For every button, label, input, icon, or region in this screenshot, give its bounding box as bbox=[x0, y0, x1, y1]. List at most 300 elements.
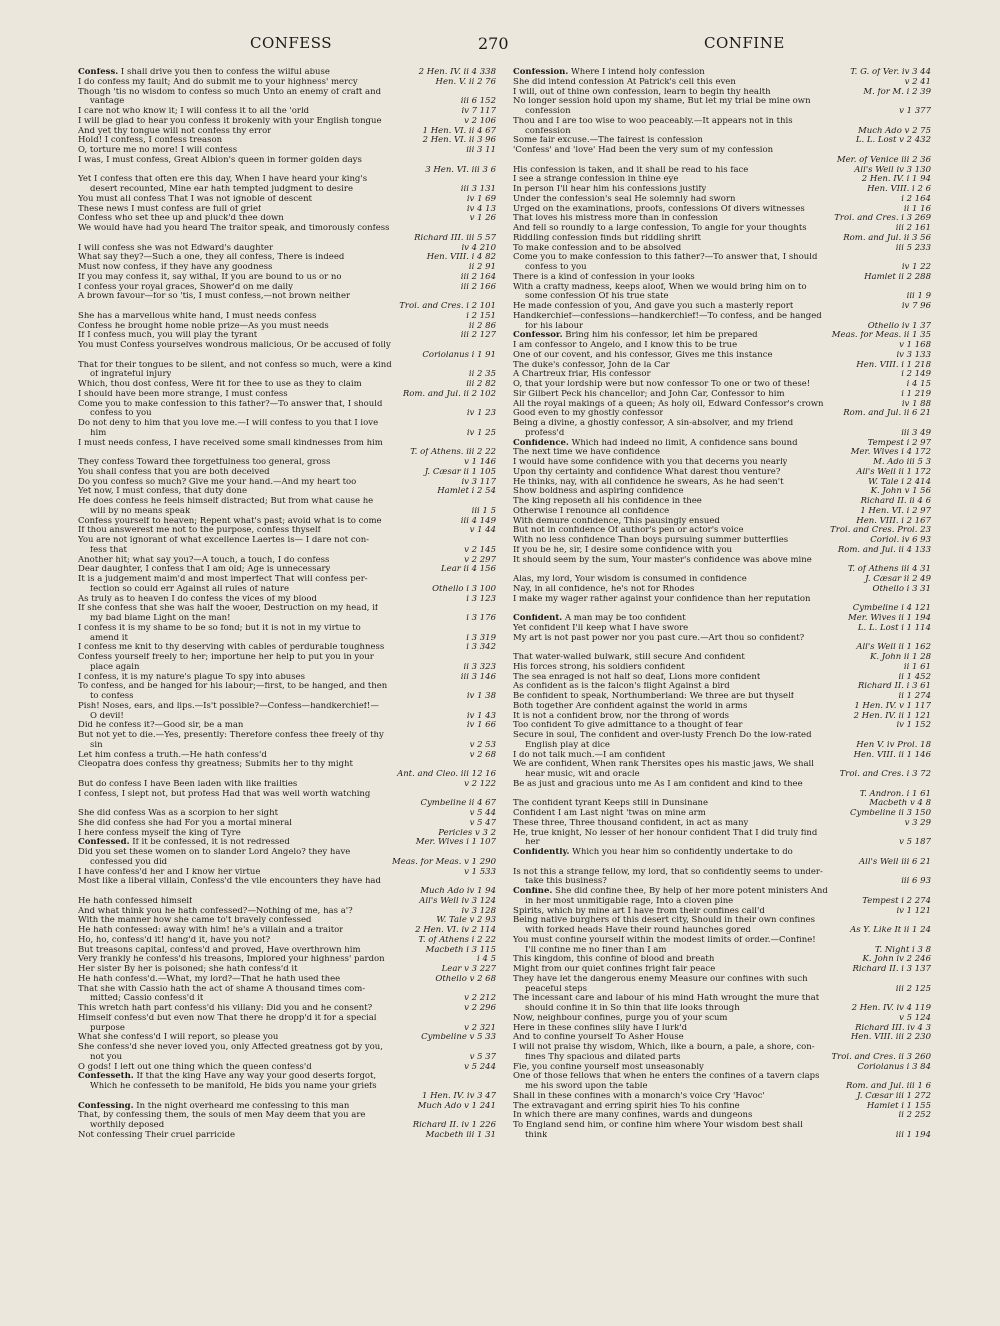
concordance-line bbox=[78, 536, 496, 546]
quotation-text: O, that your lordship were but now confessor To one or two of these! bbox=[513, 380, 811, 389]
quotation-text: The incessant care and labour of his mind Hath wrought the mure that bbox=[513, 994, 820, 1004]
quotation-text: To confess, and be hanged for his labour;—first, to be hanged, and then bbox=[78, 682, 388, 692]
play-reference: v 2 145 bbox=[460, 546, 496, 556]
quotation-text: A brown favour—for so 'tis, I must confess,—not brown neither bbox=[78, 292, 351, 302]
concordance-line bbox=[78, 907, 496, 917]
quotation-text: Must now confess, if they have any goodness bbox=[78, 263, 273, 272]
concordance-line bbox=[78, 916, 496, 926]
play-reference: Cymbeline ii 4 67 bbox=[416, 799, 496, 809]
quotation-text: Alas, my lord, Your wisdom is consumed in confidence bbox=[513, 575, 747, 584]
play-reference: i 2 149 bbox=[897, 370, 931, 380]
concordance-line bbox=[78, 1004, 496, 1014]
quotation-text: Riddling confession finds but riddling shrift bbox=[513, 233, 701, 243]
concordance-line bbox=[513, 682, 931, 692]
concordance-line bbox=[513, 312, 931, 322]
quotation-text: But not yet to die.—Yes, presently: Therefore confess thee freely of thy bbox=[78, 731, 384, 740]
line-text bbox=[90, 1082, 377, 1092]
play-reference: i 3 123 bbox=[462, 595, 496, 605]
line-text bbox=[513, 799, 708, 809]
line-text bbox=[513, 234, 701, 244]
line-text bbox=[90, 185, 353, 195]
play-reference: 1 Hen. IV. iv 3 47 bbox=[418, 1092, 496, 1102]
quotation-text: will by no means speak bbox=[90, 506, 191, 516]
quotation-text: Fie, you confine yourself most unseasonably bbox=[513, 1062, 704, 1072]
line-text bbox=[513, 994, 819, 1004]
concordance-line bbox=[78, 1043, 496, 1053]
play-reference: ii 2 35 bbox=[465, 370, 496, 380]
concordance-line bbox=[78, 819, 496, 829]
line-text bbox=[513, 819, 748, 829]
line-text bbox=[513, 585, 694, 595]
play-reference: Troi. and Cres. i 2 101 bbox=[395, 302, 496, 312]
concordance-line bbox=[513, 673, 931, 683]
quotation-text: Be confident to speak, Northumberland: We three are but thyself bbox=[513, 692, 794, 701]
play-reference: 1 Hen. VI. i 2 97 bbox=[856, 507, 931, 517]
quotation-text: He made confession of you, And gave you such a masterly report bbox=[513, 302, 794, 311]
quotation-text: Cleopatra does confess thy greatness; Submits her to thy might bbox=[78, 760, 353, 770]
play-reference: v 5 37 bbox=[466, 1053, 496, 1063]
quotation-text: If she confess that she was half the wooer, Destruction on my head, if bbox=[78, 604, 379, 614]
quotation-text: And yet thy tongue will not confess thy error bbox=[78, 126, 272, 136]
concordance-line bbox=[513, 400, 931, 410]
concordance-line bbox=[78, 858, 496, 868]
quotation-text: confession bbox=[525, 126, 571, 136]
concordance-line bbox=[513, 507, 931, 517]
concordance-line bbox=[78, 1111, 496, 1121]
play-reference: W. Tale i 2 414 bbox=[864, 478, 931, 488]
quotation-text: They confess Toward thee forgetfulness too general, gross bbox=[78, 458, 331, 467]
play-reference: ii 2 86 bbox=[465, 322, 496, 332]
play-reference: iii 2 166 bbox=[457, 283, 496, 293]
play-reference: Troi. and Cres. i 3 72 bbox=[836, 770, 931, 780]
header-left-guideword: CONFESS bbox=[250, 34, 333, 52]
concordance-line bbox=[78, 361, 496, 371]
quotation-text: I confess, it is my nature's plague To spy into abuses bbox=[78, 672, 306, 682]
line-text bbox=[78, 868, 260, 878]
line-text bbox=[513, 809, 706, 819]
play-reference: T. G. of Ver. iv 3 44 bbox=[846, 68, 931, 78]
play-reference: Hen. VIII. i 2 167 bbox=[852, 517, 931, 527]
play-reference: iv 1 152 bbox=[892, 721, 931, 731]
quotation-text: Nay, in all confidence, he's not for Rhodes bbox=[513, 584, 695, 594]
quotation-text: with forked heads Have their round haunches gored bbox=[525, 926, 751, 935]
line-text bbox=[513, 68, 705, 78]
concordance-line bbox=[78, 809, 496, 819]
concordance-line bbox=[513, 770, 931, 780]
concordance-line bbox=[513, 517, 931, 527]
quotation-text: With the manner how she came to't bravely confessed bbox=[78, 916, 312, 926]
concordance-line bbox=[78, 1092, 496, 1102]
line-text bbox=[513, 848, 793, 858]
quotation-text: Handkerchief—confessions—handkerchief!—To confess, and be hanged bbox=[513, 311, 822, 321]
play-reference: Othello iv 1 37 bbox=[864, 322, 931, 332]
line-text bbox=[513, 439, 798, 449]
concordance-line bbox=[513, 263, 931, 273]
play-reference: v 5 244 bbox=[460, 1063, 496, 1073]
quotation-text: Here in these confines slily have I lurk'd bbox=[513, 1023, 688, 1033]
play-reference: v 5 44 bbox=[466, 809, 496, 819]
line-text bbox=[525, 1082, 648, 1092]
line-text bbox=[90, 1121, 164, 1131]
concordance-line bbox=[78, 234, 496, 244]
concordance-line bbox=[513, 946, 931, 956]
entry-headword: Confesseth. bbox=[78, 1072, 134, 1082]
concordance-line bbox=[513, 838, 931, 848]
quotation-text: That she with Cassio hath the act of shame A thousand times com- bbox=[78, 984, 366, 994]
quotation-text: Might from our quiet confines fright fair peace bbox=[513, 965, 716, 974]
line-text bbox=[78, 1111, 365, 1121]
play-reference: iii 6 152 bbox=[457, 97, 496, 107]
play-reference: i 2 164 bbox=[897, 195, 931, 205]
concordance-line bbox=[78, 322, 496, 332]
concordance-line bbox=[78, 253, 496, 263]
concordance-line bbox=[78, 565, 496, 575]
concordance-line bbox=[78, 663, 496, 673]
quotation-text: Urged on the examinations, proofs, confessions Of divers witnesses bbox=[513, 204, 805, 214]
play-reference: Coriolanus i 1 91 bbox=[418, 351, 496, 361]
concordance-line bbox=[78, 517, 496, 527]
line-text bbox=[513, 1072, 819, 1082]
line-text bbox=[525, 897, 733, 907]
play-reference: Hen V. iv Prol. 18 bbox=[852, 741, 931, 751]
play-reference: K. John ii 1 28 bbox=[866, 653, 931, 663]
line-text bbox=[513, 448, 660, 458]
concordance-line bbox=[513, 565, 931, 575]
line-text bbox=[78, 175, 367, 185]
line-text bbox=[513, 1063, 704, 1073]
line-text bbox=[78, 419, 378, 429]
play-reference: L. L. Lost v 2 432 bbox=[852, 136, 931, 146]
quotation-text: fines Thy spacious and dilated parts bbox=[525, 1052, 681, 1062]
line-text bbox=[78, 458, 330, 468]
play-reference: 2 Hen. IV. ii 1 121 bbox=[850, 712, 931, 722]
concordance-line bbox=[78, 1024, 496, 1034]
play-reference: v 3 29 bbox=[901, 819, 931, 829]
concordance-line bbox=[513, 692, 931, 702]
concordance-line bbox=[513, 916, 931, 926]
quotation-text: Most like a liberal villain, Confess'd the vile encounters they have had bbox=[78, 877, 381, 887]
line-text bbox=[513, 497, 702, 507]
concordance-line bbox=[78, 429, 496, 439]
play-reference: K. John v 1 56 bbox=[867, 487, 931, 497]
play-reference: ii 3 323 bbox=[460, 663, 496, 673]
concordance-line bbox=[78, 146, 496, 156]
concordance-line bbox=[78, 556, 496, 566]
quotation-text: To make confession and to be absolved bbox=[513, 243, 682, 253]
play-reference: Hen. VIII. iii 2 230 bbox=[847, 1033, 931, 1043]
quotation-text: There is a kind of confession in your looks bbox=[513, 272, 695, 282]
play-reference: iv 4 13 bbox=[463, 205, 496, 215]
quotation-text: profess'd bbox=[525, 428, 565, 438]
play-reference: 2 Hen. VI. ii 3 96 bbox=[419, 136, 496, 146]
play-reference: 3 Hen. VI. iii 3 6 bbox=[421, 166, 496, 176]
concordance-line bbox=[513, 546, 931, 556]
line-text bbox=[78, 253, 344, 263]
play-reference: v 2 122 bbox=[460, 780, 496, 790]
play-reference: v 5 187 bbox=[895, 838, 931, 848]
quotation-text: purpose bbox=[90, 1023, 125, 1033]
concordance-line bbox=[513, 185, 931, 195]
play-reference: iii 2 164 bbox=[457, 273, 496, 283]
concordance-line bbox=[513, 643, 931, 653]
line-text bbox=[525, 1131, 547, 1141]
concordance-line bbox=[513, 409, 931, 419]
play-reference: iii 1 194 bbox=[892, 1131, 931, 1141]
quotation-text: As truly as to heaven I do confess the vices of my blood bbox=[78, 594, 317, 604]
line-text bbox=[78, 985, 365, 995]
quotation-text: Confess yourself to heaven; Repent what's past; avoid what is to come bbox=[78, 516, 382, 526]
quotation-text: If thou answerest me not to the purpose, confess thyself bbox=[78, 526, 321, 536]
play-reference: Tempest i 2 274 bbox=[858, 897, 931, 907]
play-reference: i 3 176 bbox=[462, 614, 496, 624]
concordance-line bbox=[78, 653, 496, 663]
quotation-text: Some fair excuse.—The fairest is confession bbox=[513, 136, 703, 146]
line-text bbox=[513, 634, 804, 644]
line-text bbox=[78, 682, 387, 692]
quotation-text: her bbox=[525, 838, 540, 848]
play-reference: ii 1 452 bbox=[895, 673, 931, 683]
concordance-line bbox=[78, 575, 496, 585]
play-reference: i 3 319 bbox=[462, 634, 496, 644]
line-text bbox=[513, 88, 771, 98]
concordance-line bbox=[513, 458, 931, 468]
concordance-line bbox=[78, 975, 496, 985]
concordance-line bbox=[78, 1053, 496, 1063]
line-text bbox=[513, 1014, 727, 1024]
concordance-line bbox=[78, 595, 496, 605]
concordance-line bbox=[78, 692, 496, 702]
quotation-text: She confess'd she never loved you, only Affected greatness got by you, bbox=[78, 1043, 383, 1052]
line-text bbox=[78, 107, 309, 117]
line-text bbox=[78, 965, 298, 975]
quotation-text: peaceful steps bbox=[525, 984, 587, 994]
quotation-text: Too confident To give admittance to a thought of fear bbox=[513, 721, 743, 731]
quotation-text: He thinks, nay, with all confidence he swears, As he had seen't bbox=[513, 477, 784, 487]
concordance-line bbox=[513, 156, 931, 166]
concordance-line bbox=[78, 78, 496, 88]
play-reference: v 1 533 bbox=[460, 868, 496, 878]
concordance-line bbox=[78, 487, 496, 497]
concordance-line bbox=[513, 848, 931, 858]
line-text bbox=[90, 370, 171, 380]
line-text bbox=[525, 877, 607, 887]
play-reference: Mer. of Venice iii 2 36 bbox=[833, 156, 931, 166]
line-text bbox=[78, 331, 257, 341]
quotation-text: If I confess much, you will play the tyrant bbox=[78, 331, 258, 341]
concordance-line bbox=[78, 468, 496, 478]
quotation-text: I make my wager rather against your confidence than her reputation bbox=[513, 594, 811, 604]
quotation-text: If that the king Have any way your good deserts forgot, bbox=[136, 1072, 377, 1082]
quotation-text: Dear daughter, I confess that I am old; Age is unnecessary bbox=[78, 565, 331, 575]
line-text bbox=[513, 341, 737, 351]
quotation-text: He hath confessed: away with him! he's a villain and a traitor bbox=[78, 926, 344, 935]
play-reference: iv 1 69 bbox=[463, 195, 496, 205]
play-reference: i 4 15 bbox=[903, 380, 931, 390]
quotation-text: Which he confesseth to be manifold, He bids you name your griefs bbox=[90, 1082, 377, 1091]
quotation-text: She has a marvellous white hand, I must needs confess bbox=[78, 311, 317, 321]
concordance-line bbox=[78, 351, 496, 361]
quotation-text: hear music, wit and oracle bbox=[525, 770, 640, 779]
quotation-text: English play at dice bbox=[525, 740, 610, 750]
concordance-line bbox=[78, 107, 496, 117]
play-reference: Richard III. iii 5 57 bbox=[410, 234, 496, 244]
concordance-line bbox=[513, 799, 931, 809]
play-reference: Troi. and Cres. i 3 269 bbox=[830, 214, 931, 224]
line-text bbox=[90, 507, 190, 517]
line-text bbox=[513, 166, 748, 176]
entry-headword: Confessing. bbox=[78, 1101, 134, 1111]
line-text bbox=[513, 468, 780, 478]
line-text bbox=[513, 419, 793, 429]
line-text bbox=[513, 409, 663, 419]
line-text bbox=[78, 487, 247, 497]
line-text bbox=[78, 136, 222, 146]
concordance-line bbox=[513, 526, 931, 536]
play-reference: Much Ado v 2 75 bbox=[854, 127, 931, 137]
line-text bbox=[513, 721, 743, 731]
play-reference: iv 1 23 bbox=[463, 409, 496, 419]
line-text bbox=[78, 390, 288, 400]
quotation-text: confessed you did bbox=[90, 857, 168, 867]
quotation-text: Yet now, I must confess, that duty done bbox=[78, 487, 247, 497]
concordance-line bbox=[78, 400, 496, 410]
quotation-text: These three, Three thousand confident, in act as many bbox=[513, 818, 749, 828]
line-text bbox=[78, 731, 384, 741]
quotation-text: To England send him, or confine him where Your wisdom best shall bbox=[513, 1121, 803, 1130]
quotation-text: I am confessor to Angelo, and I know this to be true bbox=[513, 341, 738, 350]
concordance-line bbox=[513, 253, 931, 263]
concordance-line bbox=[78, 497, 496, 507]
concordance-line bbox=[78, 380, 496, 390]
line-text bbox=[525, 946, 666, 956]
line-text bbox=[513, 487, 683, 497]
play-reference: v 1 168 bbox=[895, 341, 931, 351]
quotation-text: Do you confess so much? Give me your hand.—And my heart too bbox=[78, 477, 357, 487]
concordance-line bbox=[78, 965, 496, 975]
quotation-text: Confident I am Last night 'twas on mine arm bbox=[513, 809, 706, 818]
concordance-line bbox=[513, 283, 931, 293]
concordance-line bbox=[513, 224, 931, 234]
concordance-line bbox=[78, 439, 496, 449]
concordance-line bbox=[78, 1014, 496, 1024]
quotation-text: With no less confidence Than boys pursuing summer butterflies bbox=[513, 536, 789, 545]
play-reference: Troi. and Cres. ii 3 260 bbox=[828, 1053, 932, 1063]
concordance-line bbox=[513, 653, 931, 663]
quotation-text: As confident as is the falcon's flight Against a bird bbox=[513, 682, 730, 692]
play-reference: T. of Athens iii 4 31 bbox=[844, 565, 931, 575]
concordance-line bbox=[513, 790, 931, 800]
quotation-text: mitted; Cassio confess'd it bbox=[90, 994, 204, 1004]
quotation-text: worthily deposed bbox=[90, 1121, 165, 1130]
concordance-line bbox=[513, 897, 931, 907]
quotation-text: All the royal makings of a queen; As holy oil, Edward Confessor's crown bbox=[513, 399, 824, 409]
line-text bbox=[78, 838, 290, 848]
quotation-text: Confess he brought home noble prize—As you must needs bbox=[78, 321, 329, 331]
concordance-line bbox=[513, 292, 931, 302]
concordance-line bbox=[513, 1043, 931, 1053]
quotation-text: Come you to make confession to this father?—To answer that, I should bbox=[78, 399, 383, 409]
quotation-text: I will, out of thine own confession, learn to begin thy health bbox=[513, 87, 771, 97]
quotation-text: amend it bbox=[90, 633, 128, 643]
quotation-text: That loves his mistress more than in confession bbox=[513, 214, 718, 224]
quotation-text: This wretch hath part confess'd his villany: Did you and he consent? bbox=[78, 1004, 373, 1013]
concordance-line bbox=[513, 244, 931, 254]
concordance-line bbox=[78, 448, 496, 458]
play-reference: Richard II. iv 1 226 bbox=[409, 1121, 496, 1131]
concordance-line bbox=[78, 68, 496, 78]
quotation-text: Secure in soul, The confident and over-lusty French Do the low-rated bbox=[513, 731, 812, 740]
quotation-text: Is not this a strange fellow, my lord, that so confidently seems to under- bbox=[513, 867, 823, 877]
quotation-text: confess to you bbox=[90, 409, 152, 419]
play-reference: iv 1 88 bbox=[898, 400, 931, 410]
play-reference: 2 Hen. IV. i 1 94 bbox=[858, 175, 931, 185]
play-reference: Hen. VIII. i 2 6 bbox=[863, 185, 931, 195]
quotation-text: Another hit; what say you?—A touch, a touch, I do confess bbox=[78, 555, 330, 565]
line-text bbox=[90, 994, 203, 1004]
concordance-line bbox=[78, 478, 496, 488]
play-reference: Hamlet i 1 155 bbox=[863, 1102, 931, 1112]
concordance-line bbox=[513, 1063, 931, 1073]
concordance-line bbox=[78, 936, 496, 946]
play-reference: All's Well iii 6 21 bbox=[855, 858, 931, 868]
entry-headword: Confidence. bbox=[513, 438, 569, 448]
quotation-text: But not in confidence Of author's pen or actor's voice bbox=[513, 526, 744, 536]
concordance-line bbox=[513, 760, 931, 770]
concordance-line bbox=[78, 263, 496, 273]
line-text bbox=[78, 468, 270, 478]
quotation-text: I must needs confess, I have received some small kindnesses from him bbox=[78, 438, 383, 448]
quotation-text: These news I must confess are full of grief bbox=[78, 204, 262, 214]
quotation-text: The duke's confessor, John de la Car bbox=[513, 360, 670, 370]
line-text bbox=[78, 907, 353, 917]
play-reference: Cymbeline i 4 121 bbox=[849, 604, 931, 614]
play-reference: v 5 124 bbox=[895, 1014, 931, 1024]
play-reference: iv 1 38 bbox=[463, 692, 496, 702]
quotation-text: Which had indeed no limit, A confidence sans bound bbox=[571, 438, 798, 448]
concordance-line bbox=[78, 127, 496, 137]
quotation-text: Though 'tis no wisdom to confess so much Unto an enemy of craft and bbox=[78, 87, 382, 97]
quotation-text: With demure confidence, This pausingly ensued bbox=[513, 516, 720, 526]
line-text bbox=[78, 819, 292, 829]
line-text bbox=[78, 292, 350, 302]
play-reference: Hen. VIII. i 4 82 bbox=[423, 253, 496, 263]
line-text bbox=[513, 595, 811, 605]
concordance-line bbox=[513, 985, 931, 995]
concordance-line bbox=[513, 439, 931, 449]
quotation-text: to confess bbox=[90, 692, 134, 701]
play-reference: Troi. and Cres. Prol. 23 bbox=[826, 526, 931, 536]
concordance-line bbox=[78, 97, 496, 107]
quotation-text: Not confessing Their cruel parricide bbox=[78, 1130, 235, 1140]
line-text bbox=[513, 136, 703, 146]
quotation-text: It is a judgement maim'd and most imperfect That will confess per- bbox=[78, 575, 368, 584]
concordance-line bbox=[78, 868, 496, 878]
line-text bbox=[90, 634, 128, 644]
play-reference: iii 3 131 bbox=[457, 185, 496, 195]
quotation-text: A man may be too confident bbox=[564, 614, 686, 623]
concordance-line bbox=[513, 877, 931, 887]
play-reference: v 2 53 bbox=[466, 741, 496, 751]
quotation-text: A Chartreux friar, His confessor bbox=[513, 370, 651, 380]
play-reference: Hen. V. ii 2 76 bbox=[432, 78, 496, 88]
concordance-line bbox=[78, 887, 496, 897]
quotation-text: I confess, I slept not, but profess Had that was well worth watching bbox=[78, 789, 371, 799]
concordance-line bbox=[78, 614, 496, 624]
line-text bbox=[513, 1111, 752, 1121]
line-text bbox=[513, 78, 736, 88]
line-text bbox=[78, 809, 278, 819]
quotation-text: Which, thou dost confess, Were fit for thee to use as they to claim bbox=[78, 380, 362, 389]
